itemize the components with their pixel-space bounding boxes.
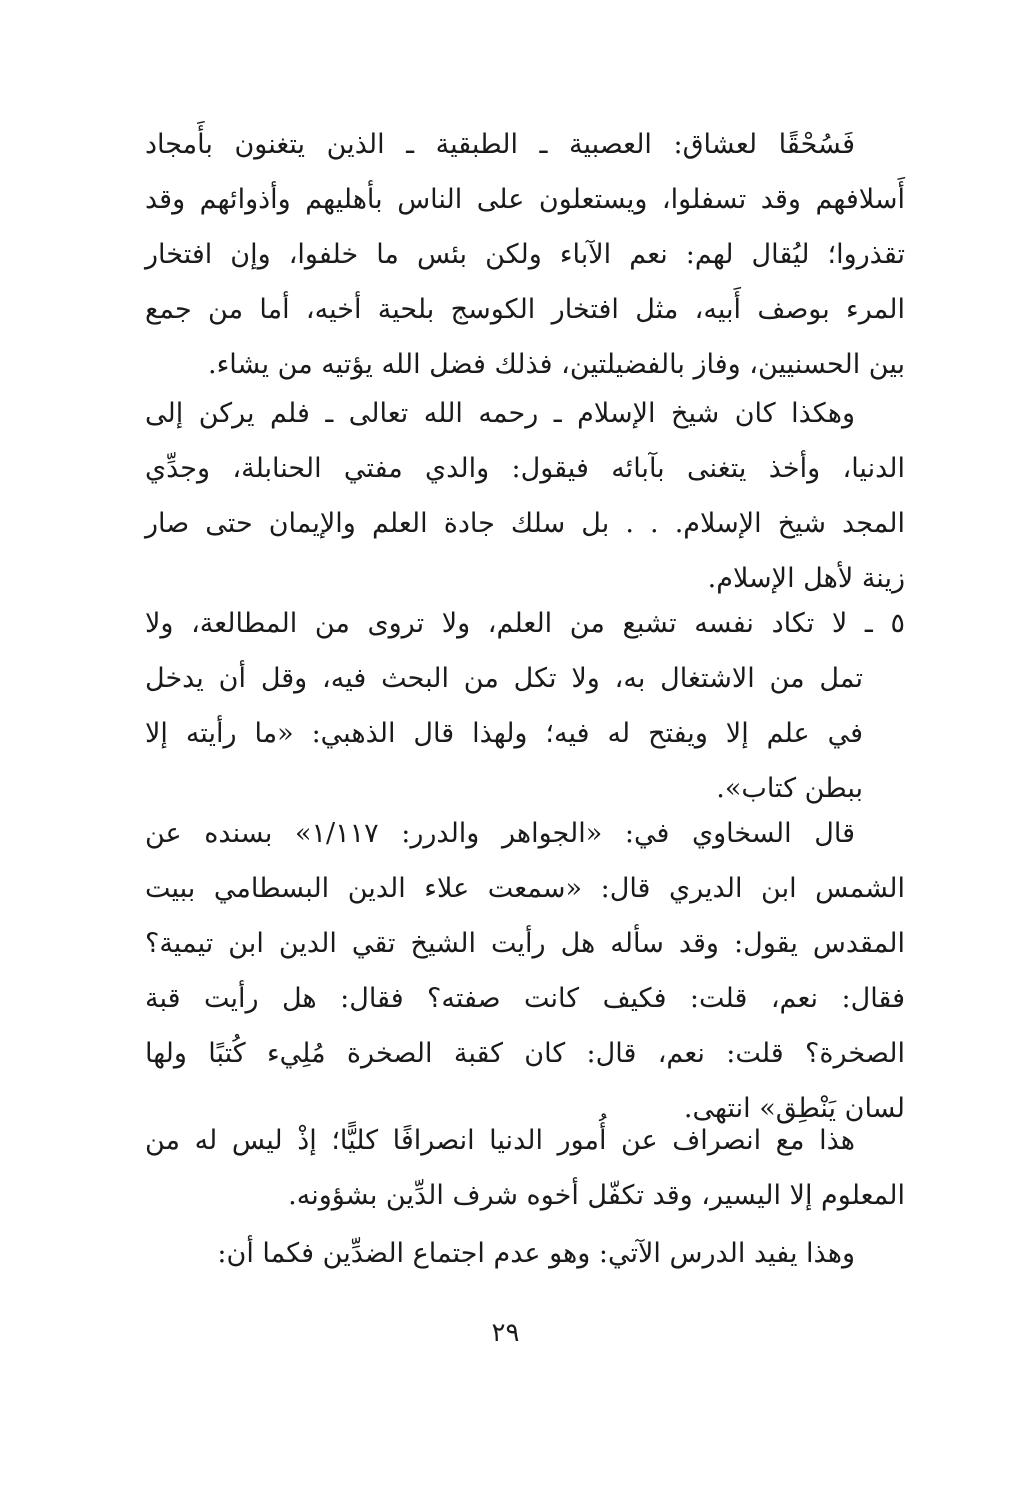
text-line: فَسُحْقًا لعشاق: العصبية ـ الطبقية ـ الذين يتغنون بأَمجاد [145,129,855,160]
text-line: تمل من الاشتغال به، ولا تكل من البحث فيه، وقل أن يدخل [145,663,863,694]
text-line: لسان يَنْطِق» انتهى. [683,1093,905,1124]
text-line: تقذروا؛ ليُقال لهم: نعم الآباء ولكن بئس ما خلفوا، وإن افتخار [145,239,905,270]
paragraph-1 [145,117,905,392]
paragraph-5 [145,1113,905,1223]
text-line: فقال: نعم، قلت: فكيف كانت صفته؟ فقال: هل رأيت قبة [145,983,905,1014]
text-line: المجد شيخ الإسلام. . . بل سلك جادة العلم والإيمان حتى صار [145,508,905,539]
text-line: بين الحسنيين، وفاز بالفضيلتين، فذلك فضل الله يؤتيه من يشاء. [207,349,905,380]
text-line: المرء بوصف أَبيه، مثل افتخار الكوسج بلحية أخيه، أما من جمع [145,294,905,325]
paragraph-4 [145,806,905,1136]
paragraph-6 [145,1226,905,1281]
text-line: الصخرة؟ قلت: نعم، قال: كان كقبة الصخرة مُلِيء كُتبًا ولها [145,1038,905,1069]
text-line: الشمس ابن الديري قال: «سمعت علاء الدين البسطامي ببيت [145,873,905,904]
text-line: قال السخاوي في: «الجواهر والدرر: ١/١١٧» بسنده عن [145,818,855,849]
text-line: الدنيا، وأخذ يتغنى بآبائه فيقول: والدي مفتي الحنابلة، وجدِّي [145,453,905,484]
text-line: ٥ ـ لا تكاد نفسه تشبع من العلم، ولا تروى من المطالعة، ولا [145,608,905,639]
text-line: المعلوم إلا اليسير، وقد تكفّل أخوه شرف الدِّين بشؤونه. [288,1180,905,1211]
page-number: ٢٩ [491,1318,520,1348]
text-line: زينة لأهل الإسلام. [707,563,905,594]
paragraph-3 [145,596,905,816]
text-line: هذا مع انصراف عن أُمور الدنيا انصرافًا كليًّا؛ إذْ ليس له من [145,1125,855,1156]
text-line: أَسلافهم وقد تسفلوا، ويستعلون على الناس بأهليهم وأذوائهم وقد [145,184,905,215]
paragraph-2 [145,386,905,606]
text-line: في علم إلا ويفتح له فيه؛ ولهذا قال الذهبي: «ما رأيته إلا [145,718,863,749]
text-line: وهكذا كان شيخ الإسلام ـ رحمه الله تعالى ـ فلم يركن إلى [145,398,855,429]
text-line: وهذا يفيد الدرس الآتي: وهو عدم اجتماع الضدِّين فكما أن: [217,1238,855,1269]
text-line: المقدس يقول: وقد سأله هل رأيت الشيخ تقي الدين ابن تيمية؟ [145,928,905,959]
text-line: ببطن كتاب». [716,773,863,804]
